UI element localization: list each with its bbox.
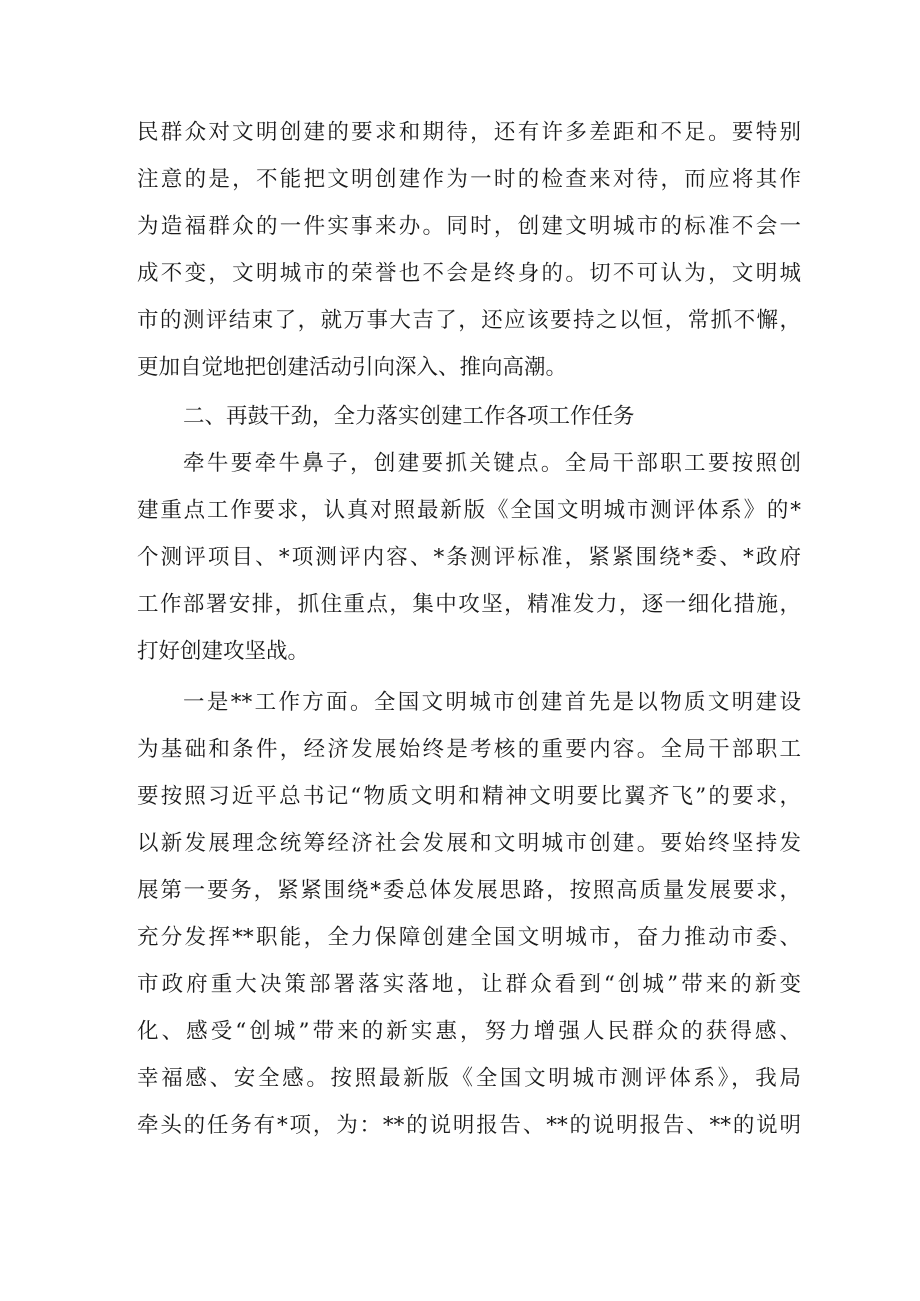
text-line: 打好创建攻坚战。 (137, 639, 310, 664)
text-line: 以新发展理念统筹经济社会发展和文明城市创建。要始终坚持发 (137, 831, 801, 856)
text-line: 成不变，文明城市的荣誉也不会是终身的。切不可认为，文明城 (137, 261, 801, 286)
text-line: 幸福感、安全感。按照最新版《全国文明城市测评体系》，我局 (137, 1066, 801, 1091)
text-line: 一是**工作方面。全国文明城市创建首先是以物质文明建设 (183, 690, 801, 715)
text-line: 市政府重大决策部署落实落地，让群众看到“创城”带来的新变 (137, 972, 801, 997)
text-line: 建重点工作要求，认真对照最新版《全国文明城市测评体系》的* (137, 498, 801, 523)
text-line: 为基础和条件，经济发展始终是考核的重要内容。全局干部职工 (137, 737, 801, 762)
text-line: 工作部署安排，抓住重点，集中攻坚，精准发力，逐一细化措施， (137, 592, 801, 617)
text-line: 牵头的任务有*项，为：**的说明报告、**的说明报告、**的说明 (137, 1113, 801, 1138)
text-line: 个测评项目、*项测评内容、*条测评标准，紧紧围绕*委、*政府 (137, 545, 801, 570)
text-line: 为造福群众的一件实事来办。同时，创建文明城市的标准不会一 (137, 214, 801, 239)
text-line: 充分发挥**职能，全力保障创建全国文明城市，奋力推动市委、 (137, 925, 801, 950)
text-line: 民群众对文明创建的要求和期待，还有许多差距和不足。要特别 (137, 120, 801, 145)
text-line: 牵牛要牵牛鼻子，创建要抓关键点。全局干部职工要按照创 (183, 451, 801, 476)
text-line: 化、感受“创城”带来的新实惠，努力增强人民群众的获得感、 (137, 1019, 801, 1044)
text-line: 更加自觉地把创建活动引向深入、推向高潮。 (137, 355, 568, 380)
section-heading: 二、再鼓干劲，全力落实创建工作各项工作任务 (183, 404, 635, 429)
text-line: 要按照习近平总书记“物质文明和精神文明要比翼齐飞”的要求， (137, 784, 801, 809)
text-line: 注意的是，不能把文明创建作为一时的检查来对待，而应将其作 (137, 167, 801, 192)
text-line: 市的测评结束了，就万事大吉了，还应该要持之以恒，常抓不懈， (137, 308, 801, 333)
text-line: 展第一要务，紧紧围绕*委总体发展思路，按照高质量发展要求， (137, 878, 801, 903)
